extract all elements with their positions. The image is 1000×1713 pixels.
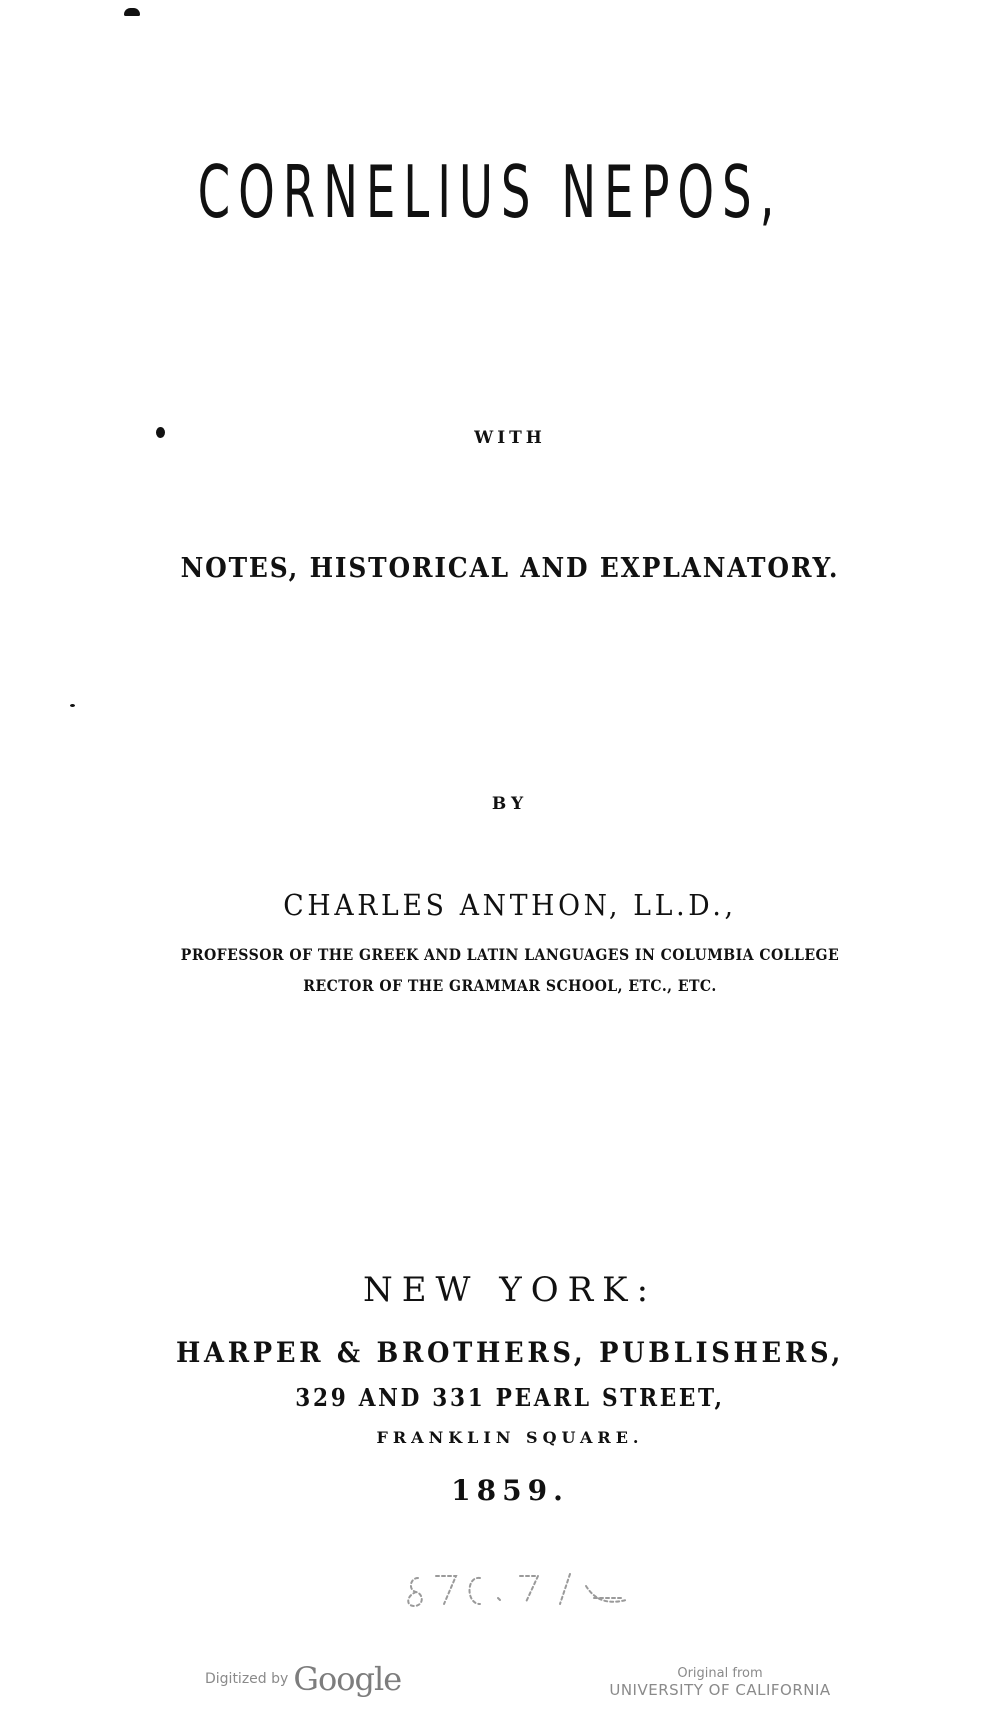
digitized-by-label: Digitized by xyxy=(205,1671,289,1687)
publication-year: 1859. xyxy=(451,1474,569,1507)
book-subtitle: NOTES, HISTORICAL AND EXPLANATORY. xyxy=(180,553,840,584)
digitized-by-watermark xyxy=(205,1660,401,1698)
publisher-square: FRANKLIN SQUARE. xyxy=(376,1428,644,1447)
scan-mark xyxy=(124,8,140,16)
author-name: CHARLES ANTHON, LL.D., xyxy=(283,888,737,922)
by-label: BY xyxy=(491,794,529,814)
publication-city: NEW YORK: xyxy=(362,1270,658,1310)
original-from-label: Original from xyxy=(677,1666,763,1681)
original-from-watermark xyxy=(600,1666,840,1699)
publisher-name: HARPER & BROTHERS, PUBLISHERS, xyxy=(176,1336,844,1369)
with-label: WITH xyxy=(474,428,546,448)
author-credit-rector: RECTOR OF THE GRAMMAR SCHOOL, ETC., ETC. xyxy=(303,976,717,995)
institution-name: UNIVERSITY OF CALIFORNIA xyxy=(609,1681,831,1699)
publisher-street: 329 AND 331 PEARL STREET, xyxy=(295,1383,725,1412)
handwritten-shelfmark xyxy=(400,1558,640,1618)
scan-speck xyxy=(70,704,75,707)
author-credit-professor: PROFESSOR OF THE GREEK AND LATIN LANGUAGES IN COLUMBIA COLLEGE xyxy=(180,945,840,964)
google-logo: Google xyxy=(293,1660,402,1698)
book-title: CORNELIUS NEPOS, xyxy=(197,150,783,234)
